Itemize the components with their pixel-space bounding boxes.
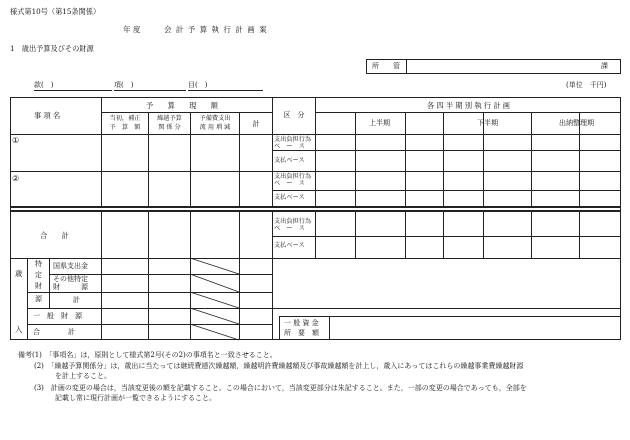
col-reserve-line1: 予備費支出 xyxy=(199,115,231,122)
budget-group-header: 予 算 現 額 xyxy=(146,101,218,110)
tokutei-char-1: 特 xyxy=(35,260,42,268)
col-first-half: 上半期 xyxy=(369,119,390,127)
unit-label: (単位 千円) xyxy=(566,81,607,89)
col-carry-line1: 繰越予算 xyxy=(157,115,182,122)
col-reserve-line2: 流 用 増 減 xyxy=(199,124,231,131)
payment-base: 支払ベース xyxy=(274,157,305,164)
other-specific-line2: 財 源 xyxy=(53,283,88,291)
general-need-line2: 所 要 額 xyxy=(284,329,319,337)
other-specific-line1: その他特定 xyxy=(53,275,88,283)
commit-base-line2: ベ ー ス xyxy=(274,143,305,150)
payment-base: 支払ベース xyxy=(274,242,305,249)
col-settlement: 出納整理期 xyxy=(559,119,594,127)
col-initial-line1: 当初，補正 xyxy=(109,115,141,122)
general-need-line1: 一 般 資 金 xyxy=(284,319,319,327)
plan-group-header: 各 四 半 期 別 執 行 計 画 xyxy=(427,101,510,110)
col-second-half: 下半期 xyxy=(477,119,498,127)
office-label: 所 管 xyxy=(372,62,400,70)
item-marker-2: ② xyxy=(12,174,20,183)
tokutei-char-2: 定 xyxy=(35,271,42,279)
moku-label: 目( ) xyxy=(188,81,208,89)
total-label: 合 計 xyxy=(40,231,69,240)
tokutei-char-4: 源 xyxy=(35,295,42,303)
item-name-header: 事 項 名 xyxy=(34,111,61,120)
fiscal-year-label: 年 度 xyxy=(123,25,141,34)
note-2: (2) 「繰越予算関係分」は，歳出に当たっては継続費逓次繰越額，繰越明許費繰越額及び事故繰越額を計上し，歳入にあってはこれらの繰越事業費繰越財源 xyxy=(34,362,524,370)
note-2-cont: を計上すること。 xyxy=(55,372,111,380)
commit-base-line2: ベ ー ス xyxy=(274,180,305,187)
page-title: 会 計 予 算 執 行 計 画 案 xyxy=(164,25,268,34)
note-1: 備考(1) 「事項名」は，原則として様式第2号(その2)の事項名と一致させること。 xyxy=(18,351,277,359)
specific-subtotal-label: 計 xyxy=(73,296,80,304)
kan-label: 款( ) xyxy=(34,81,54,89)
commit-base-line1: 支出負担行為 xyxy=(274,136,312,143)
revenue-label-sai: 歳 xyxy=(15,269,23,278)
col-kubun-header: 区 分 xyxy=(283,111,305,119)
commit-base-line1: 支出負担行為 xyxy=(274,173,312,180)
national-prefectural-label: 国県支出金 xyxy=(53,262,88,270)
general-revenue-label: 一 般 財 源 xyxy=(33,312,82,320)
commit-base-line2: ベ ー ス xyxy=(274,225,305,232)
kou-label: 項( ) xyxy=(114,81,134,89)
revenue-total-label: 合 計 xyxy=(33,328,75,336)
section-heading: 1 歳出予算及びその財源 xyxy=(10,44,94,53)
revenue-label-nyu: 入 xyxy=(15,325,23,334)
section-label: 課 xyxy=(601,62,608,70)
form-number: 様式第10号（第15条関係） xyxy=(10,7,101,16)
commit-base-line1: 支出負担行為 xyxy=(274,218,312,225)
note-3: (3) 計画の変更の場合は，当該変更後の額を記載すること。この場合において，当該変更部分は朱記すること。また，一部の変更の場合であっても，全部を xyxy=(34,384,527,392)
note-3-cont: 記載し常に現行計画が一覧できるようにすること。 xyxy=(55,394,216,402)
payment-base: 支払ベース xyxy=(274,194,305,201)
item-marker-1: ① xyxy=(12,136,20,145)
col-total-header: 計 xyxy=(252,120,260,128)
tokutei-char-3: 財 xyxy=(35,282,42,290)
col-initial-line2: 予 算 額 xyxy=(109,124,141,131)
col-carry-line2: 関 係 分 xyxy=(158,124,181,131)
